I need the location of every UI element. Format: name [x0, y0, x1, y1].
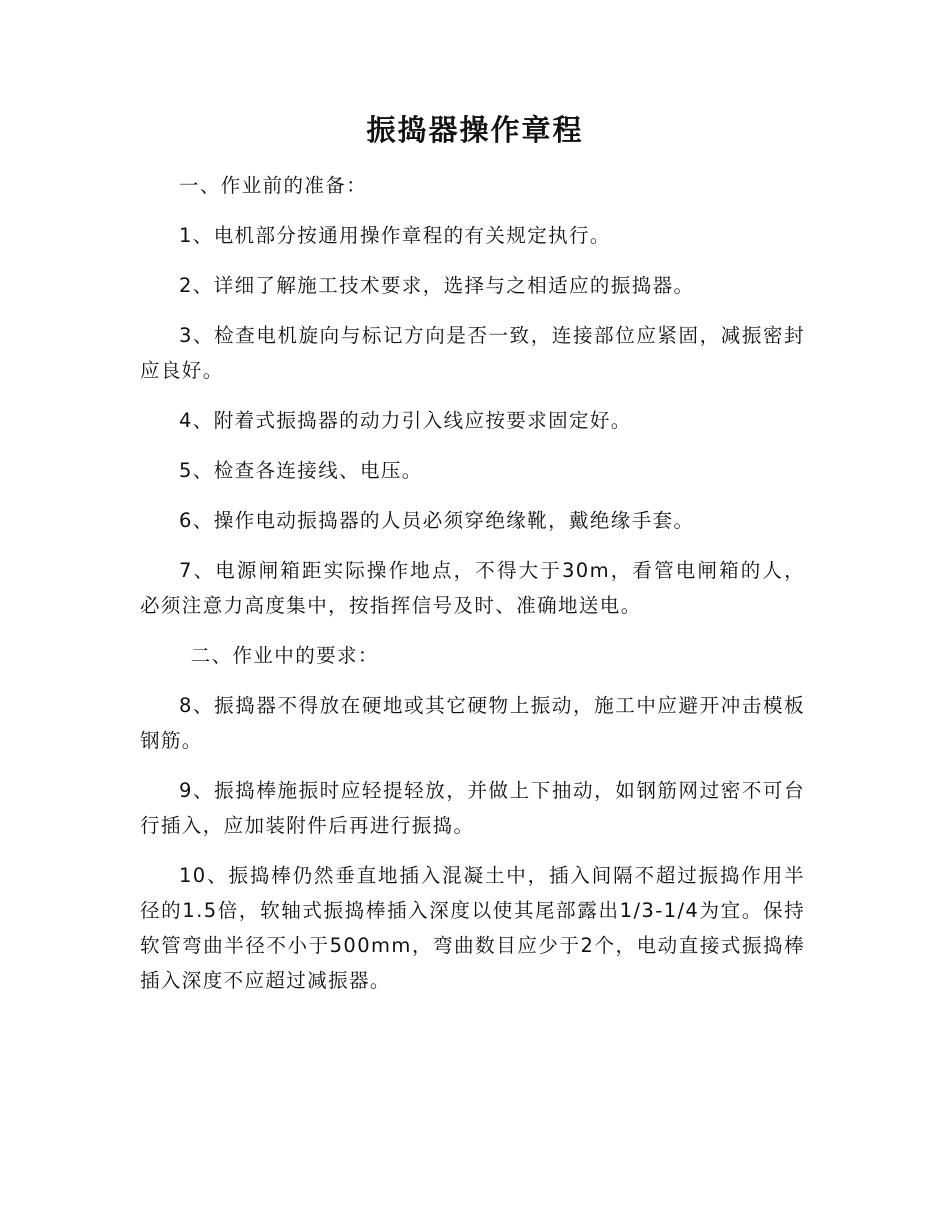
list-item: 9、振捣棒施振时应轻提轻放，并做上下抽动，如钢筋网过密不可台行插入，应加装附件后再进行振捣。 [140, 779, 805, 837]
section-heading-preparation: 一、作业前的准备： [179, 174, 368, 197]
document-body [140, 168, 805, 1013]
list-item: 10、振捣棒仍然垂直地插入混凝土中，插入间隔不超过振捣作用半径的1.5倍，软轴式振捣棒插入深度以使其尾部露出1/3-1/4为宜。保持软管弯曲半径不小于500mm，弯曲数目应少于2个，电动直接式振捣棒插入深度不应超过减振器。 [140, 864, 805, 992]
list-item: 4、附着式振捣器的动力引入线应按要求固定好。 [179, 409, 632, 432]
list-item: 8、振捣器不得放在硬地或其它硬物上振动，施工中应避开冲击模板钢筋。 [140, 694, 805, 752]
list-item: 6、操作电动振捣器的人员必须穿绝缘靴，戴绝缘手套。 [179, 509, 695, 532]
list-item: 3、检查电机旋向与标记方向是否一致，连接部位应紧固，减振密封应良好。 [140, 324, 805, 382]
list-item: 2、详细了解施工技术要求，选择与之相适应的振捣器。 [179, 274, 695, 297]
list-item: 7、电源闸箱距实际操作地点，不得大于30m，看管电闸箱的人，必须注意力高度集中，按指挥信号及时、准确地送电。 [140, 559, 805, 617]
section-heading-in-operation: 二、作业中的要求： [190, 644, 379, 667]
list-item: 1、电机部分按通用操作章程的有关规定执行。 [179, 224, 611, 247]
page-title: 振捣器操作章程 [366, 113, 584, 147]
list-item: 5、检查各连接线、电压。 [179, 459, 423, 482]
